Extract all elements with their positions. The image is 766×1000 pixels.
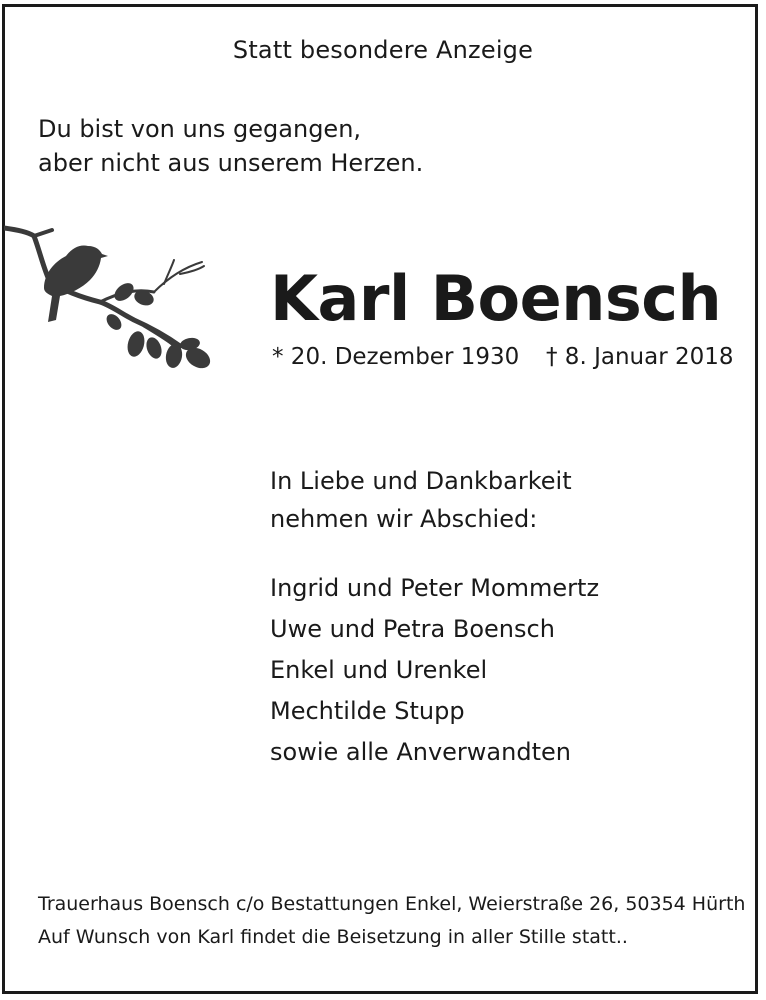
memorial-quote	[38, 112, 423, 180]
death-date: † 8. Januar 2018	[546, 344, 734, 370]
mourner-item: Ingrid und Peter Mommertz	[270, 574, 600, 602]
burial-note: Auf Wunsch von Karl findet die Beisetzung in aller Stille statt..	[38, 926, 628, 948]
quote-line-2: aber nicht aus unserem Herzen.	[38, 149, 424, 177]
quote-line-1: Du bist von uns gegangen,	[38, 115, 362, 143]
mourner-item: sowie alle Anverwandten	[270, 738, 571, 766]
mourner-item: Enkel und Urenkel	[270, 656, 488, 684]
deceased-name: Karl Boensch	[270, 262, 722, 335]
mourning-address: Trauerhaus Boensch c/o Bestattungen Enkel, Weierstraße 26, 50354 Hürth	[38, 893, 746, 915]
birth-date: * 20. Dezember 1930	[272, 344, 520, 370]
notice-footer	[38, 888, 745, 954]
farewell-line-1: In Liebe und Dankbarkeit	[270, 467, 572, 495]
mourners-list	[270, 568, 599, 773]
mourner-item: Mechtilde Stupp	[270, 697, 465, 725]
farewell-line-2: nehmen wir Abschied:	[270, 505, 538, 533]
mourner-item: Uwe und Petra Boensch	[270, 615, 555, 643]
farewell-text	[270, 462, 572, 538]
notice-header: Statt besondere Anzeige	[232, 36, 534, 64]
bird-on-branch-icon	[4, 222, 214, 382]
